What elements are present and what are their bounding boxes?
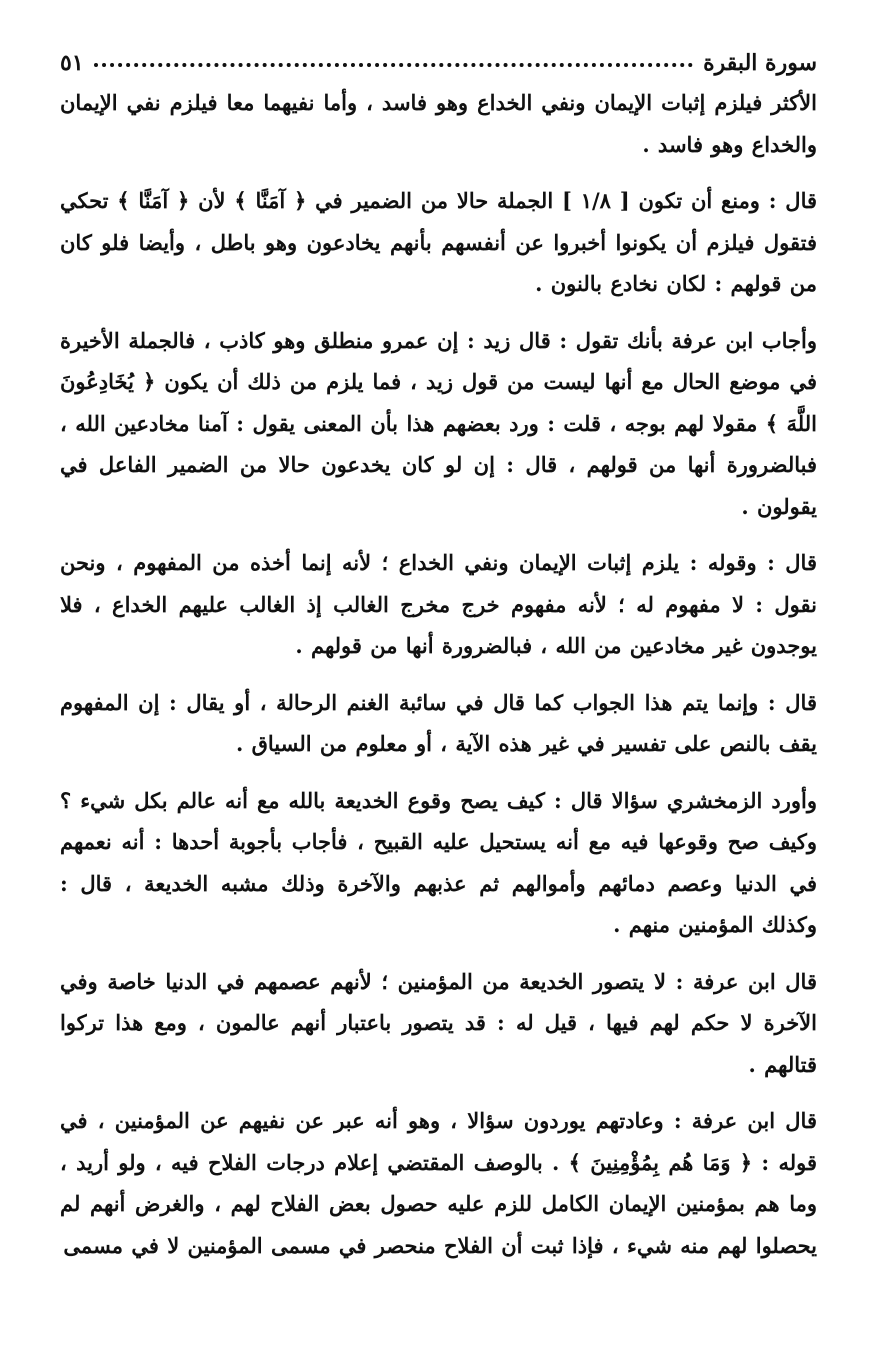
paragraph: وأجاب ابن عرفة بأنك تقول : قال زيد : إن عمرو منطلق وهو كاذب ، فالجملة الأخيرة في موضع الحال مع أنها ليست من قول زيد ، فما يلزم من ذلك أن يكون ﴿ يُخَادِعُونَ اللَّهَ ﴾ مقولا لهم بوجه ، قلت : ورد بعضهم هذا بأن المعنى يقول : آمنا مخادعين الله ، فبالضرورة أنها من قولهم ، قال : إن لو كان يخدعون حالا من الضمير الفاعل في يقولون . xyxy=(60,327,817,519)
running-header xyxy=(60,36,817,76)
body-text xyxy=(60,82,817,1266)
page-number: ٥١ xyxy=(60,50,84,76)
paragraph: قال ابن عرفة : وعادتهم يوردون سؤالا ، وهو أنه عبر عن نفيهم عن المؤمنين ، في قوله : ﴿ وَمَا هُم بِمُؤْمِنِينَ ﴾ . بالوصف المقتضي إعلام درجات الفلاح فيه ، ولو أريد ، وما هم بمؤمنين الإيمان الكامل للزم عليه حصول بعض الفلاح لهم ، والغرض أنهم لم يحصلوا لهم منه شيء ، فإذا ثبت أن الفلاح منحصر في مسمى المؤمنين لا في مسمى xyxy=(60,1108,817,1258)
surah-title: سورة البقرة xyxy=(703,50,817,76)
paragraph: قال : وإنما يتم هذا الجواب كما قال في سائبة الغنم الرحالة ، أو يقال : إن المفهوم يقف بالنص على تفسير في غير هذه الآية ، أو معلوم من السياق . xyxy=(60,689,817,756)
header-dotted-leader xyxy=(94,63,694,67)
paragraph: قال : وقوله : يلزم إثبات الإيمان ونفي الخداع ؛ لأنه إنما أخذه من المفهوم ، ونحن نقول : لا مفهوم له ؛ لأنه مفهوم خرج مخرج الغالب إذ الغالب عليهم الخداع ، فلا يوجدون غير مخادعين من الله ، فبالضرورة أنها من قولهم . xyxy=(60,550,817,658)
paragraph: قال ابن عرفة : لا يتصور الخديعة من المؤمنين ؛ لأنهم عصمهم في الدنيا خاصة وفي الآخرة لا حكم لهم فيها ، قيل له : قد يتصور باعتبار أنهم عالمون ، ومع هذا تركوا قتالهم . xyxy=(60,968,817,1077)
paragraph: الأكثر فيلزم إثبات الإيمان ونفي الخداع وهو فاسد ، وأما نفيهما معا فيلزم نفي الإيمان والخداع وهو فاسد . xyxy=(60,90,817,157)
paragraph: قال : ومنع أن تكون [ ١/٨ ] الجملة حالا من الضمير في ﴿ آمَنَّا ﴾ لأن ﴿ آمَنَّا ﴾ تحكي فتقول فيلزم أن يكونوا أخبروا عن أنفسهم بأنهم يخادعون وهو باطل ، وأيضا فلو كان من قولهم : لكان نخادع بالنون . xyxy=(60,188,818,296)
paragraph: وأورد الزمخشري سؤالا قال : كيف يصح وقوع الخديعة بالله مع أنه عالم بكل شيء ؟ وكيف صح وقوعها فيه مع أنه يستحيل عليه القبيح ، فأجاب بأجوبة أحدها : أنه نعمهم في الدنيا وعصم دمائهم وأموالهم ثم عذبهم والآخرة وذلك مشبه الخديعة ، قال : وكذلك المؤمنين منهم . xyxy=(60,787,817,937)
